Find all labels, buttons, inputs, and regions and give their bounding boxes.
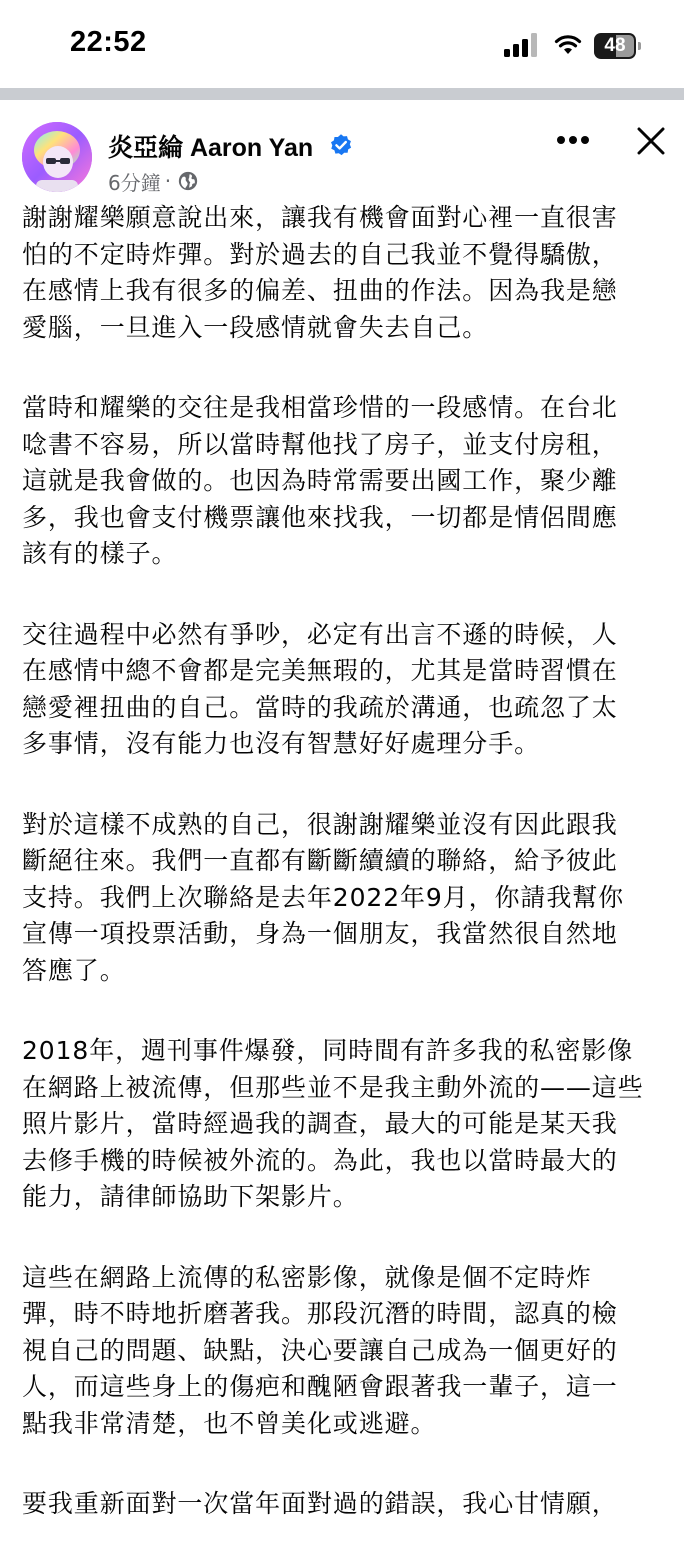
- verified-badge-icon: [329, 133, 353, 157]
- post-time[interactable]: 6分鐘: [108, 170, 161, 195]
- battery-icon: [594, 33, 642, 59]
- wifi-icon: [553, 32, 583, 56]
- post-paragraph: 謝謝耀樂願意說出來，讓我有機會面對心裡一直很害 怕的不定時炸彈。對於過去的自己我並不覺得驕傲， 在感情上我有很多的偏差、扭曲的作法。因為我是戀 愛腦，一旦進入一段感情就會失去自己。: [22, 203, 618, 342]
- more-options-icon[interactable]: [556, 134, 590, 146]
- post-paragraph: 當時和耀樂的交往是我相當珍惜的一段感情。在台北 唸書不容易，所以當時幫他找了房子，並支付房租， 這就是我會做的。也因為時常需要出國工作，聚少離 多，我也會支付機票讓他來找我，一切都是情侶間應 該有的樣子。: [22, 393, 618, 568]
- post-paragraph: 這些在網路上流傳的私密影像，就像是個不定時炸 彈，時不時地折磨著我。那段沉潛的時間，認真的檢 視自己的問題、缺點，決心要讓自己成為一個更好的 人，而這些身上的傷疤和醜陋會跟著我一輩子，這一 點我非常清楚，也不曾美化或逃避。: [22, 1262, 618, 1438]
- signal-icon: [504, 33, 540, 57]
- post-paragraph: 交往過程中必然有爭吵，必定有出言不遜的時候，人 在感情中總不會都是完美無瑕的，尤其是當時習慣在 戀愛裡扭曲的自己。當時的我疏於溝通，也疏忽了太 多事情，沒有能力也沒有智慧好好處理分手。: [22, 619, 618, 758]
- battery-level: 48: [604, 35, 626, 56]
- post-paragraph: 對於這樣不成熟的自己，很謝謝耀樂並沒有因此跟我 斷絕往來。我們一直都有斷斷續續的聯絡，給予彼此 支持。我們上次聯絡是去年2022年9月，你請我幫你 宣傳一項投票活動，身為一個朋友，我當然很自然地 答應了。: [22, 809, 625, 985]
- status-bar: [0, 0, 684, 88]
- meta-separator: ·: [164, 169, 172, 193]
- close-icon[interactable]: [636, 126, 666, 156]
- author-name[interactable]: 炎亞綸 Aaron Yan: [108, 134, 314, 162]
- globe-icon: [177, 170, 199, 192]
- post-meta: [108, 168, 199, 194]
- post-body: [22, 200, 672, 1567]
- post-paragraph: 2018年，週刊事件爆發，同時間有許多我的私密影像 在網路上被流傳，但那些並不是我主動外流的——這些 照片影片，當時經過我的調查，最大的可能是某天我 去修手機的時候被外流的。為此，我也以當時最大的 能力，請律師協助下架影片。: [22, 1036, 644, 1211]
- section-divider: [0, 88, 684, 100]
- post-header: [0, 100, 684, 200]
- post-paragraph: 要我重新面對一次當年面對過的錯誤，我心甘情願，: [22, 1489, 618, 1518]
- avatar[interactable]: [22, 122, 92, 192]
- status-time: 22:52: [70, 26, 147, 58]
